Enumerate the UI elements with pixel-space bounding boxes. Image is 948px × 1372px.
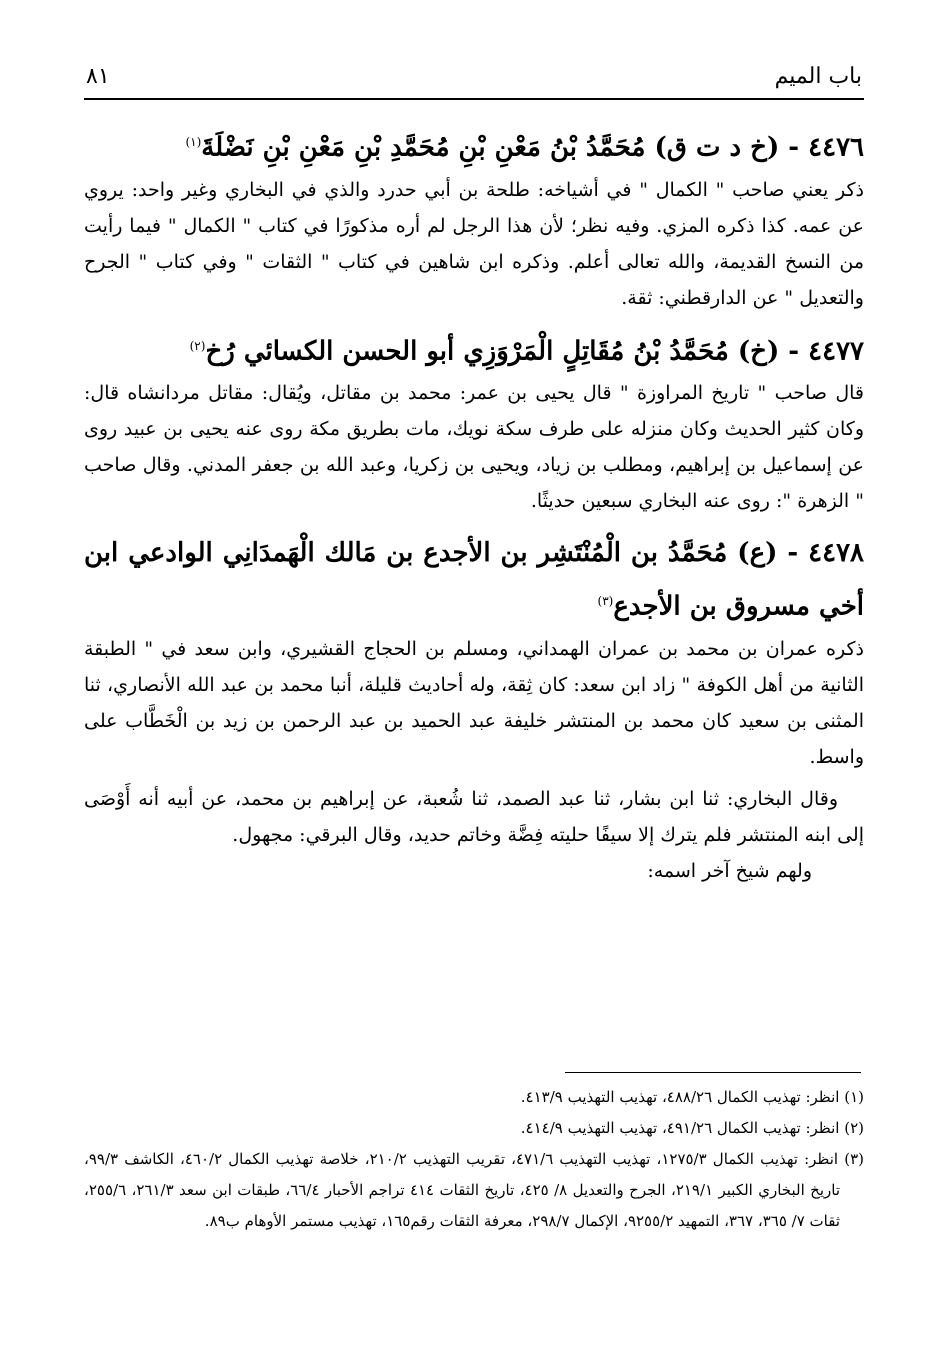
footnote: (٣) انظر: تهذيب الكمال ١٢٧٥/٣، تهذيب التهذيب ٤٧١/٦، تقريب التهذيب ٢١٠/٢، خلاصة تهذيب الكمال ٤٦٠/٢، الكاشف ٩٩/٣، تاريخ البخاري الكبير ٢١٩/١، الجرح والتعديل ٨/ ٤٢٥، تاريخ الثقات ٤١٤ تراجم الأحبار ٦٦/٤، طبقات ابن سعد ٢٦١/٣، ٢٥٥/٦، ثقات ٧/ ٣٦٥، ٣٦٧، التمهيد ٩٢٥٥/٢، الإكمال ٢٩٨/٧، معرفة الثقات رقم١٦٥، تهذيب مستمر الأوهام ب٨٩. — [84, 1150, 864, 1230]
footnotes — [84, 1082, 864, 1237]
entry-paragraph: وقال البخاري: ثنا ابن بشار، ثنا عبد الصمد، ثنا شُعبة، عن إبراهيم بن محمد، عن أبيه أنه أَوْصَى إلى ابنه المنتشر فلم يترك إلا سيفًا حليته فِضَّة وخاتم حديد، وقال البرقي: مجهول. — [84, 787, 864, 846]
header-rule — [84, 98, 864, 100]
page-number: ٨١ — [86, 63, 110, 89]
running-header — [86, 60, 862, 92]
section-title: باب الميم — [774, 63, 862, 89]
entry-paragraph: ولهم شيخ آخر اسمه: — [647, 859, 812, 882]
entry-title: ٤٤٧٦ - (خ د ت ق) مُحَمَّدُ بْنُ مَعْنِ بْنِ مُحَمَّدِ بْنِ مَعْنِ بْنِ نَضْلَةَ$^{(١)}$ — [185, 132, 864, 163]
main-text — [84, 118, 864, 889]
footnote-rule — [565, 1072, 861, 1073]
entry-title: ٤٤٧٧ - (خ) مُحَمَّدُ بْنُ مُقَاتِلٍ الْمَرْوَزِي أبو الحسن الكسائي رُخ$^{(٢)}$ — [189, 336, 864, 367]
entry-paragraph: ذكر يعني صاحب " الكمال " في أشياخه: طلحة بن أبي حدرد والذي في البخاري وغير واحد: يروي عن عمه. كذا ذكره المزي. وفيه نظر؛ لأن هذا الرجل لم أره مذكورًا في كتاب " الكمال " فيما رأيت من النسخ القديمة، والله تعالى أعلم. وذكره ابن شاهين في كتاب " الثقات " وفي كتاب " الجرح والتعديل " عن الدارقطني: ثقة. — [84, 178, 864, 309]
footnote-ref: (٣) — [597, 594, 614, 609]
entry-title: ٤٤٧٨ - (ع) مُحَمَّدُ بن الْمُنْتَشِر بن الأجدع بن مَالك الْهَمدَانِي الوادعي ابن أخي مسروق بن الأجدع$^{(٣)}$ — [84, 538, 864, 622]
footnote: (١) انظر: تهذيب الكمال ٤٨٨/٢٦، تهذيب التهذيب ٤١٣/٩. — [520, 1088, 864, 1106]
entry-paragraph: ذكره عمران بن محمد بن عمران الهمداني، ومسلم بن الحجاج القشيري، وابن سعد في " الطبقة الثانية من أهل الكوفة " زاد ابن سعد: كان ثِقة، وله أحاديث قليلة، أنبا محمد بن عبد الله الأنصاري، ثنا المثنى بن سعيد كان محمد بن المنتشر خليفة عبد الحميد بن عبد الرحمن بن زيد بن الْخَطَّاب على واسط. — [84, 637, 864, 768]
footnote: (٢) انظر: تهذيب الكمال ٤٩١/٢٦، تهذيب التهذيب ٤١٤/٩. — [520, 1119, 864, 1137]
entry-paragraph: قال صاحب " تاريخ المراوزة " قال يحيى بن عمر: محمد بن مقاتل، ويُقال: مقاتل مردانشاه قال: وكان كثير الحديث وكان منزله على طرف سكة نويك، مات بطريق مكة روى عنه يحيى بن عبيد روى عن إسماعيل بن إبراهيم، ومطلب بن زياد، ويحيى بن زكريا، وعبد الله بن جعفر المدني. وقال صاحب " الزهرة ": روى عنه البخاري سبعين حديثًا. — [84, 382, 864, 513]
footnote-ref: (١) — [185, 135, 202, 149]
footnote-ref: (٢) — [189, 338, 206, 353]
